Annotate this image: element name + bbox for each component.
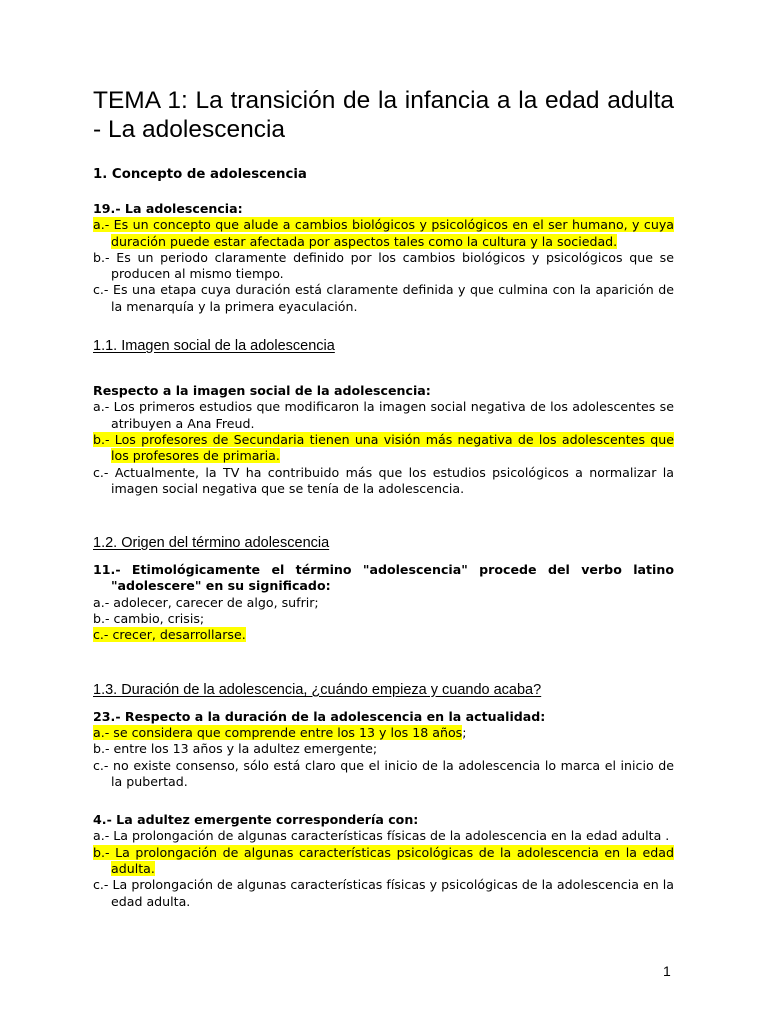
question-19-option-c: c.- Es una etapa cuya duración está claramente definida y que culmina con la aparición de la menarquía y la primera eyaculación. bbox=[93, 282, 674, 314]
question-23-option-a bbox=[93, 725, 674, 741]
question-11 bbox=[93, 562, 674, 643]
question-11-number: 11. bbox=[93, 562, 116, 578]
section-heading-duracion: 1.3. Duración de la adolescencia, ¿cuándo empieza y cuando acaba? bbox=[93, 681, 542, 698]
question-imagen-social-option-a: a.- Los primeros estudios que modificaron la imagen social negativa de los adolescentes se atribuyen a Ana Freud. bbox=[93, 399, 674, 431]
question-11-title bbox=[93, 562, 674, 595]
question-23-number: 23. bbox=[93, 708, 116, 724]
question-4-option-a: a.- La prolongación de algunas características físicas de la adolescencia en la edad adulta . bbox=[93, 828, 670, 844]
question-4-option-c: c.- La prolongación de algunas características físicas y psicológicas de la adolescencia en la edad adulta. bbox=[93, 877, 674, 909]
document-page bbox=[93, 86, 674, 910]
question-23-text: - Respecto a la duración de la adolescencia en la actualidad: bbox=[115, 708, 546, 724]
highlighted-answer: c.- crecer, desarrollarse. bbox=[93, 627, 246, 643]
question-4-number: 4. bbox=[93, 812, 107, 828]
question-imagen-social-option-c: c.- Actualmente, la TV ha contribuido más que los estudios psicológicos a normalizar la imagen social negativa que se tenía de la adolescencia. bbox=[93, 464, 674, 496]
question-4-text: - La adultez emergente correspondería con: bbox=[106, 812, 419, 828]
question-19-title bbox=[93, 201, 674, 217]
question-4 bbox=[93, 812, 674, 910]
question-11-option-c bbox=[93, 627, 674, 643]
question-4-option-b bbox=[93, 845, 674, 878]
section-heading-concepto: 1. Concepto de adolescencia bbox=[93, 167, 307, 182]
highlighted-answer: a.- Es un concepto que alude a cambios biológicos y psicológicos en el ser humano, y cuya duración puede estar afectada por aspectos tales como la cultura y la sociedad. bbox=[93, 217, 674, 249]
question-19-number: 19. bbox=[93, 201, 116, 216]
question-11-option-a: a.- adolecer, carecer de algo, sufrir; bbox=[93, 594, 319, 610]
question-23-option-b: b.- entre los 13 años y la adultez emergente; bbox=[93, 741, 378, 757]
question-23-option-c: c.- no existe consenso, sólo está claro que el inicio de la adolescencia lo marca el inicio de la pubertad. bbox=[93, 757, 674, 789]
question-23-option-a-suffix: ; bbox=[462, 724, 467, 740]
section-heading-origen: 1.2. Origen del término adolescencia bbox=[93, 535, 330, 552]
question-11-option-b: b.- cambio, crisis; bbox=[93, 611, 205, 627]
question-11-text: - Etimológicamente el término "adolescencia" procede del verbo latino "adolescere" en su significado: bbox=[111, 562, 674, 594]
question-imagen-social bbox=[93, 383, 674, 497]
highlighted-answer: a.- se considera que comprende entre los 13 y los 18 años bbox=[93, 724, 463, 740]
question-imagen-social-option-b bbox=[93, 432, 674, 465]
question-imagen-social-title: Respecto a la imagen social de la adolescencia: bbox=[93, 383, 431, 399]
highlighted-answer: b.- Los profesores de Secundaria tienen una visión más negativa de los adolescentes que los profesores de primaria. bbox=[93, 431, 674, 464]
section-heading-imagen-social: 1.1. Imagen social de la adolescencia bbox=[93, 338, 335, 355]
question-23-title bbox=[93, 709, 674, 725]
question-23 bbox=[93, 709, 674, 790]
question-19-option-a bbox=[93, 217, 674, 250]
question-4-title bbox=[93, 812, 674, 828]
document-title: TEMA 1: La transición de la infancia a la edad adulta - La adolescencia bbox=[93, 87, 674, 143]
page-number: 1 bbox=[663, 963, 671, 979]
highlighted-answer: b.- La prolongación de algunas características psicológicas de la adolescencia en la edad adulta. bbox=[93, 844, 674, 877]
question-19-option-b: b.- Es un periodo claramente definido por los cambios biológicos y psicológicos que se producen al mismo tiempo. bbox=[93, 249, 674, 282]
question-19-text: - La adolescencia: bbox=[115, 201, 243, 216]
question-19 bbox=[93, 201, 674, 315]
